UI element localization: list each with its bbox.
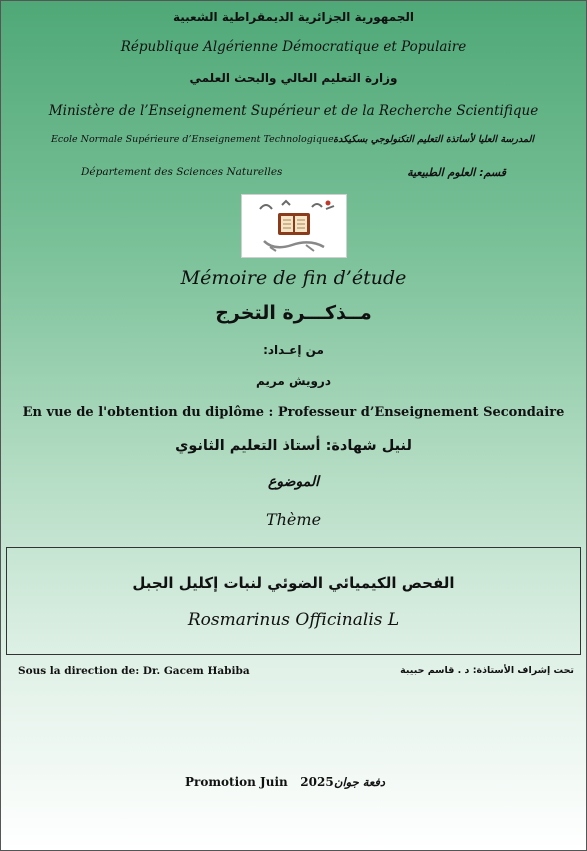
diploma-fr: En vue de l'obtention du diplôme : Professeur d’Enseignement Secondaire bbox=[22, 405, 565, 420]
supervision-fr: Sous la direction de: Dr. Gacem Habiba bbox=[18, 665, 250, 677]
department-ar: قسم: العلوم الطبيعية bbox=[407, 166, 506, 179]
theme-title-latin: Rosmarinus Officinalis L bbox=[187, 610, 400, 630]
school-fr: Ecole Normale Supérieure d’Enseignement Technologique bbox=[51, 134, 334, 145]
theme-box bbox=[6, 547, 581, 655]
author-name-ar: درويش مريم bbox=[256, 374, 331, 388]
republic-fr: République Algérienne Démocratique et Populaire bbox=[120, 39, 467, 55]
supervision-ar: تحت إشراف الأستاذة: د . قاسم حبيبة bbox=[400, 665, 574, 676]
ministry-ar: وزارة التعليم العالي والبحث العلمي bbox=[189, 71, 398, 85]
diploma-ar: لنيل شهادة: أستاذ التعليم الثانوي bbox=[175, 438, 412, 454]
department-fr: Département des Sciences Naturelles bbox=[81, 166, 283, 178]
theme-title-ar: الفحص الكيميائي الضوئي لنبات إكليل الجبل bbox=[132, 574, 455, 592]
promotion-fr: Promotion Juin 2025 bbox=[185, 775, 334, 789]
open-book-icon bbox=[242, 195, 346, 257]
theme-label-ar: الموضوع bbox=[268, 474, 319, 490]
author-label-ar: من إعـداد: bbox=[263, 343, 324, 357]
promotion-ar: دفعة جوان bbox=[334, 775, 386, 789]
theme-label-fr: Thème bbox=[265, 510, 322, 529]
school-ar: المدرسة العليا لأساتذة التعليم التكنولوجي بسكيكدة bbox=[333, 134, 534, 145]
ministry-fr: Ministère de l’Enseignement Supérieur et de la Recherche Scientifique bbox=[48, 103, 539, 119]
memoire-title-fr: Mémoire de fin d’étude bbox=[180, 267, 407, 289]
school-logo bbox=[241, 194, 347, 258]
republic-ar: الجمهورية الجزائرية الديمقراطية الشعبية bbox=[172, 10, 415, 24]
memoire-title-ar: مــذكـــرة التخرج bbox=[215, 302, 372, 324]
